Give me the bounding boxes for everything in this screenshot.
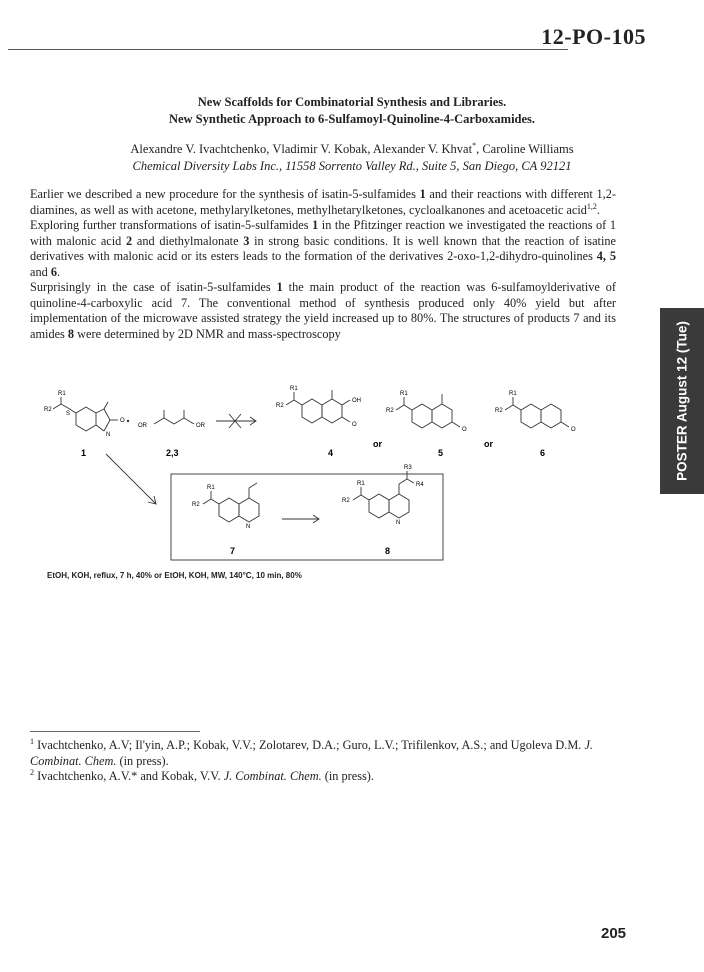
diagonal-arrow	[106, 454, 156, 504]
footnote-2	[30, 769, 620, 785]
atom-label: O	[571, 427, 576, 433]
paragraph-2	[30, 218, 616, 280]
compound-ref: 8	[67, 326, 75, 341]
text-run: the main product of the reaction was 6-sulfamoylderivative of quinoline-4-carboxylic acid 7. The conventional method of synthesis produced only 40% yield but after implementation of the microwave assisted strategy the yield increased up to 80%. The structures of products 7 and its amides	[30, 280, 616, 341]
compound-label: 8	[385, 546, 391, 556]
crossed-arrow	[216, 414, 256, 428]
text-run: Ivachtchenko, A.V; Il'yin, A.P.; Kobak, V.V.; Zolotarev, D.A.; Guro, L.V.; Trifilenkov, A.S.; and Ugoleva D.M.	[37, 738, 585, 752]
reaction-arrow	[282, 515, 319, 523]
atom-label: O	[120, 418, 125, 424]
title-line-1: New Scaffolds for Combinatorial Synthesis and Libraries.	[197, 95, 507, 109]
header-rule	[8, 49, 568, 50]
atom-label: R2	[386, 408, 394, 414]
atom-label: O	[462, 427, 467, 433]
paragraph-1	[30, 187, 616, 218]
footnote-number: 2	[30, 767, 34, 777]
atom-label: R2	[44, 407, 52, 413]
paper-code: 12-PO-105	[541, 24, 646, 49]
text-run: Surprisingly in the case of isatin-5-sulfamides	[30, 280, 277, 294]
page-number: 205	[601, 925, 627, 942]
atom-label: OR	[196, 423, 205, 429]
text-run: and	[30, 264, 51, 279]
authors-part-2: , Caroline Williams	[476, 142, 574, 156]
abstract-body	[30, 187, 616, 342]
atom-label: R1	[357, 481, 365, 487]
journal-name: J. Combinat. Chem.	[223, 769, 322, 783]
compound-ref: 4, 5	[596, 249, 616, 263]
citation-ref: 1,2	[586, 201, 597, 211]
paragraph-3	[30, 280, 616, 342]
title-line-2: New Synthetic Approach to 6-Sulfamoyl-Quinoline-4-Carboxamides.	[168, 112, 536, 126]
poster-side-tab	[660, 308, 704, 494]
text-run: (in press).	[321, 769, 374, 783]
atom-label: N	[396, 520, 401, 526]
text-run: Ivachtchenko, A.V.* and Kobak, V.V.	[37, 769, 224, 783]
atom-label: N	[106, 432, 111, 438]
footnote-1	[30, 738, 620, 769]
atom-label: R1	[400, 391, 408, 397]
compound-label: 1	[81, 448, 87, 458]
text-run: .	[57, 264, 61, 279]
or-label: or	[373, 439, 382, 449]
text-run: in the Pfitzinger reaction we investigated the reactions of 1 with malonic acid	[30, 218, 616, 248]
compound-ref: 1	[276, 280, 283, 294]
atom-label: O	[352, 422, 357, 428]
footnotes	[30, 738, 620, 785]
text-run: and diethylmalonate	[132, 233, 244, 248]
text-run: Earlier we described a new procedure for the synthesis of isatin-5-sulfamides	[30, 187, 420, 201]
compound-ref: 1	[419, 187, 426, 201]
text-run: (in press).	[116, 753, 169, 768]
poster-tab-label: POSTER August 12 (Tue)	[674, 321, 690, 481]
compound-ref: 3	[243, 233, 250, 248]
authors	[0, 141, 704, 158]
affiliation: Chemical Diversity Labs Inc., 11558 Sorrento Valley Rd., Suite 5, San Diego, CA 92121	[132, 159, 572, 173]
text-run: were determined by 2D NMR and mass-spectroscopy	[74, 326, 341, 341]
atom-label: OH	[352, 398, 361, 404]
atom-label: R3	[404, 465, 412, 471]
compound-ref: 1	[312, 218, 319, 232]
atom-label: R2	[342, 498, 350, 504]
structure-2-3	[154, 410, 194, 424]
compound-label: 4	[328, 448, 334, 458]
atom-label: R2	[495, 408, 503, 414]
structure-5	[396, 394, 460, 428]
structure-6	[505, 397, 569, 428]
atom-label: R2	[276, 403, 284, 409]
atom-label: N	[246, 524, 251, 530]
footnote-rule	[30, 731, 200, 732]
corresponding-mark: *	[472, 140, 477, 150]
reaction-scheme	[24, 380, 624, 570]
compound-ref: 2	[126, 233, 133, 248]
structure-1	[53, 397, 118, 431]
atom-label: R2	[192, 502, 200, 508]
authors-part-1: Alexandre V. Ivachtchenko, Vladimir V. Kobak, Alexander V. Khvat	[130, 142, 473, 156]
journal-name: J. Combinat. Chem.	[30, 738, 593, 768]
or-label: or	[484, 439, 493, 449]
atom-label: R1	[290, 386, 298, 392]
atom-label: R1	[207, 485, 215, 491]
reaction-conditions: EtOH, KOH, reflux, 7 h, 40% or EtOH, KOH, MW, 140°C, 10 min, 80%	[47, 571, 302, 580]
text-run: .	[596, 202, 600, 217]
structure-8	[353, 471, 414, 518]
compound-label: 5	[438, 448, 444, 458]
compound-label: 2,3	[166, 448, 179, 458]
atom-label: R1	[509, 391, 517, 397]
structure-4	[286, 390, 350, 423]
plus-sign	[127, 420, 129, 422]
text-run: in strong basic conditions. It is well known that the reaction of isatine derivatives with malonic acid or its esters leads to the formation of the derivatives 2-oxo-1,2-dihydro-quinolines	[30, 233, 616, 263]
compound-label: 6	[540, 448, 546, 458]
paper-title	[0, 94, 704, 128]
compound-ref: 6	[50, 264, 57, 279]
footnote-number: 1	[30, 736, 34, 746]
atom-label: R1	[58, 391, 66, 397]
atom-label: R4	[416, 482, 424, 488]
compound-label: 7	[230, 546, 236, 556]
text-run: and their reactions with different 1,2-diamines, as well as with acetone, methylarylketones, methylhetarylketones, cycloalkanones and acetoacetic acid	[30, 187, 616, 217]
atom-label: S	[66, 411, 71, 417]
atom-label: OR	[138, 423, 147, 429]
text-run: Exploring further transformations of isatin-5-sulfamides	[30, 218, 313, 232]
